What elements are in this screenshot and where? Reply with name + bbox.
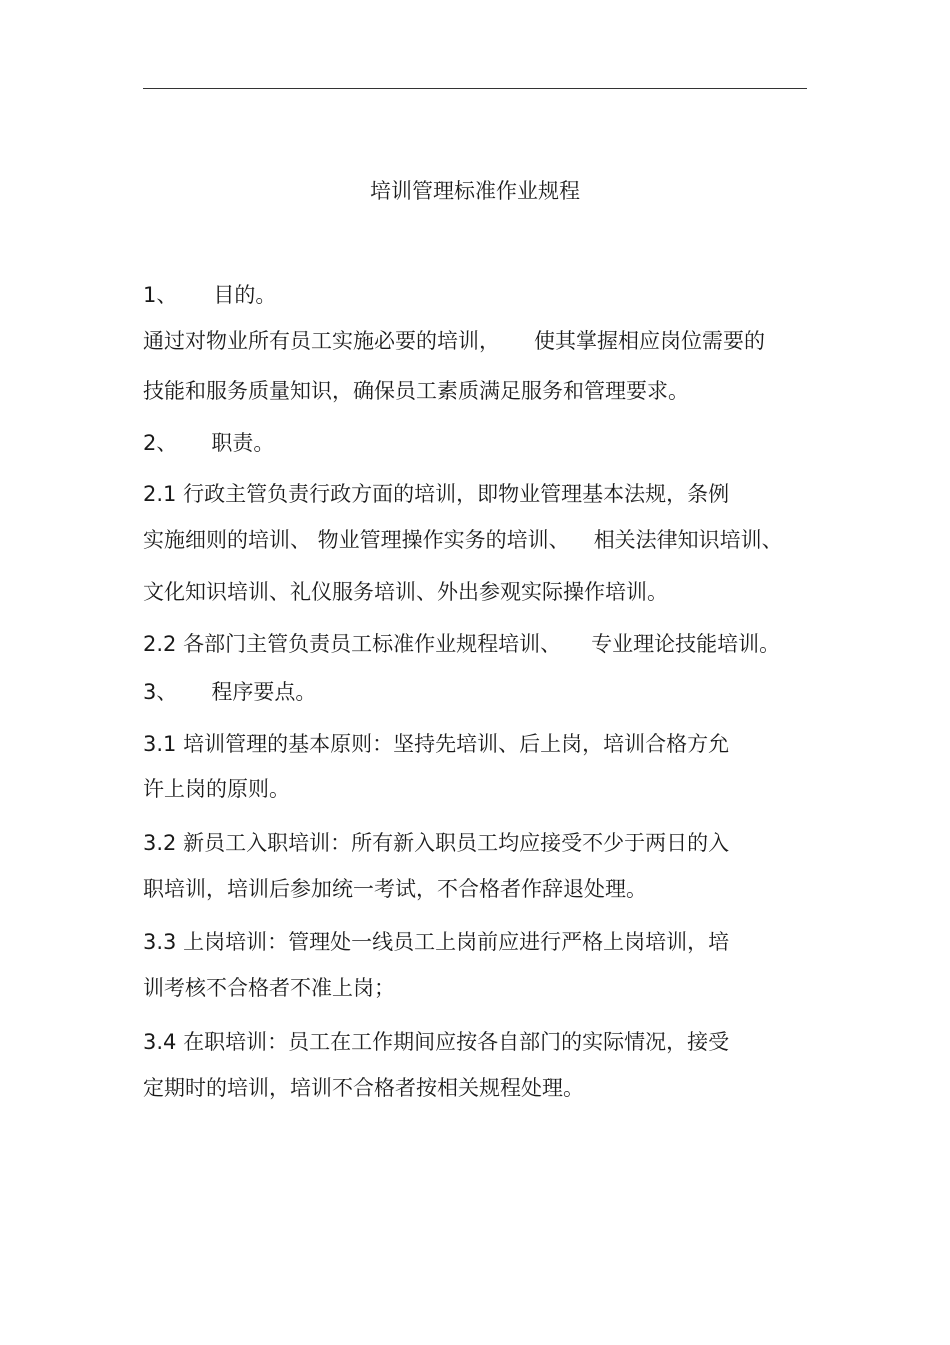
section-heading-purpose	[143, 280, 276, 310]
clause-2-1-line-2	[143, 525, 783, 555]
clause-3-3-line-2: 训考核不合格者不准上岗；	[143, 976, 395, 1000]
paragraph-text: 实施细则的培训、 物业管理操作实务的培训、	[143, 528, 570, 552]
clause-3-1-line-1: 3.1 培训管理的基本原则：坚持先培训、后上岗，培训合格方允	[143, 732, 730, 756]
header-rule	[143, 88, 807, 89]
section-number: 3、	[143, 680, 178, 704]
section-heading-text: 职责。	[211, 431, 275, 455]
paragraph-text-continued: 专业理论技能培训。	[591, 632, 781, 656]
document-title: 培训管理标准作业规程	[370, 179, 580, 203]
paragraph-line: 技能和服务质量知识，确保员工素质满足服务和管理要求。	[143, 379, 689, 403]
paragraph-text: 2.2 各部门主管负责员工标准作业规程培训、	[143, 632, 562, 656]
section-heading-procedure	[143, 677, 316, 707]
paragraph-line	[143, 326, 765, 356]
section-number: 1、	[143, 283, 178, 307]
clause-3-4-line-2: 定期时的培训，培训不合格者按相关规程处理。	[143, 1076, 584, 1100]
paragraph-text-continued: 相关法律知识培训、	[593, 528, 783, 552]
section-heading-text: 程序要点。	[211, 680, 317, 704]
clause-2-1-line-3: 文化知识培训、礼仪服务培训、外出参观实际操作培训。	[143, 580, 668, 604]
section-heading-duties	[143, 428, 274, 458]
clause-3-2-line-1: 3.2 新员工入职培训：所有新入职员工均应接受不少于两日的入	[143, 831, 730, 855]
clause-2-1-line-1: 2.1 行政主管负责行政方面的培训，即物业管理基本法规，条例	[143, 482, 730, 506]
section-number: 2、	[143, 431, 178, 455]
paragraph-text-continued: 使其掌握相应岗位需要的	[534, 329, 765, 353]
clause-3-3-line-1: 3.3 上岗培训：管理处一线员工上岗前应进行严格上岗培训，培	[143, 930, 730, 954]
paragraph-text: 通过对物业所有员工实施必要的培训，	[143, 329, 500, 353]
clause-3-4-line-1: 3.4 在职培训：员工在工作期间应按各自部门的实际情况，接受	[143, 1030, 730, 1054]
clause-2-2-line	[143, 629, 780, 659]
clause-3-1-line-2: 许上岗的原则。	[143, 777, 290, 801]
clause-3-2-line-2: 职培训，培训后参加统一考试，不合格者作辞退处理。	[143, 877, 647, 901]
section-heading-text: 目的。	[213, 283, 277, 307]
